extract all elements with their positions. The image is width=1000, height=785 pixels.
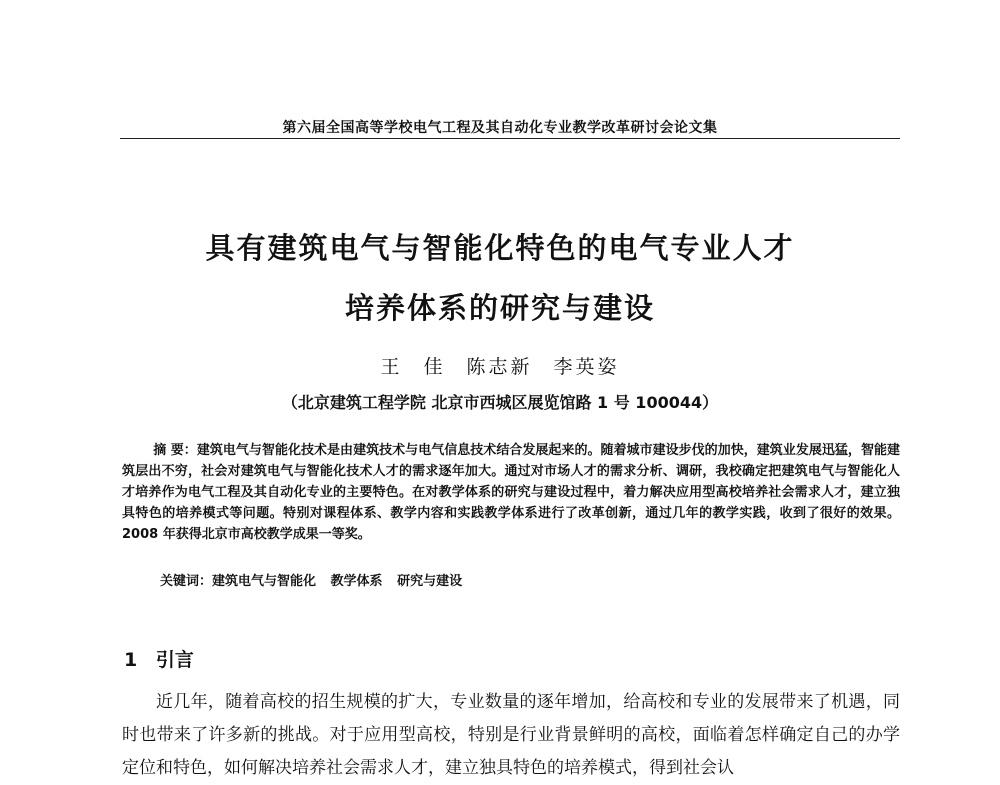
header-rule <box>120 138 900 139</box>
paper-title-line2: 培养体系的研究与建设 <box>344 291 655 325</box>
abstract <box>122 440 900 545</box>
abstract-label: 摘 要： <box>153 443 197 458</box>
author-list: 王 佳 陈志新 李英姿 <box>380 356 620 378</box>
abstract-text: 建筑电气与智能化技术是由建筑技术与电气信息技术结合发展起来的。随着城市建设步伐的加快，建筑业发展迅猛，智能建筑层出不穷，社会对建筑电气与智能化技术人才的需求逐年加大。通过对市场人才的需求分析、调研，我校确定把建筑电气与智能化人才培养作为电气工程及其自动化专业的主要特色。在对教学体系的研究与建设过程中，着力解决应用型高校培养社会需求人才，建立独具特色的培养模式等问题。特别对课程体系、教学内容和实践教学体系进行了改革创新，通过几年的教学实践，收到了很好的效果。2008 年获得北京市高校教学成果一等奖。 <box>122 443 900 542</box>
keywords-label: 关键词： <box>160 574 213 589</box>
keywords <box>160 570 462 589</box>
section-body-text: 近几年，随着高校的招生规模的扩大，专业数量的逐年增加，给高校和专业的发展带来了机遇，同时也带来了许多新的挑战。对于应用型高校，特别是行业背景鲜明的高校，面临着怎样确定自己的办学定位和特色，如何解决培养社会需求人才，建立独具特色的培养模式，得到社会认 <box>122 692 900 778</box>
section-heading-introduction: 1 引言 <box>124 649 194 671</box>
keywords-text: 建筑电气与智能化 教学体系 研究与建设 <box>212 574 463 589</box>
running-header: 第六届全国高等学校电气工程及其自动化专业教学改革研讨会论文集 <box>282 120 718 136</box>
affiliation: （北京建筑工程学院 北京市西城区展览馆路 1 号 100044） <box>281 393 719 412</box>
paper-title-line1: 具有建筑电气与智能化特色的电气专业人才 <box>205 231 795 265</box>
